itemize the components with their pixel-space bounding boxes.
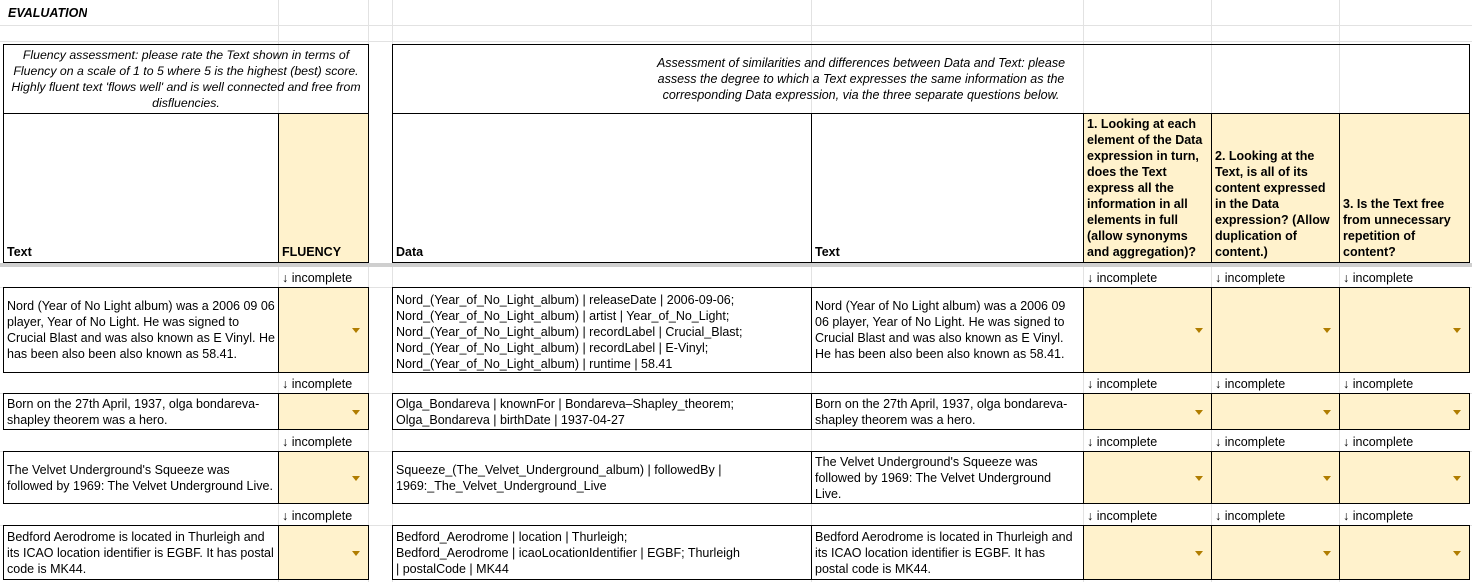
dropdown-caret-icon xyxy=(1323,410,1331,415)
header-question-1: 1. Looking at each element of the Data expression in turn, does the Text express all the information in all elements in full (allow synonyms and aggregation)? xyxy=(1083,113,1212,263)
status-fluency-row4: ↓ incomplete xyxy=(282,509,353,523)
row4-q1-dropdown[interactable] xyxy=(1083,525,1212,580)
status-q1-row3: ↓ incomplete xyxy=(1087,435,1158,449)
row1-q3-dropdown[interactable] xyxy=(1339,287,1470,373)
fluency-instructions: Fluency assessment: please rate the Text shown in terms of Fluency on a scale of 1 to 5 where 5 is the highest (best) score. Highly fluent text 'flows well' and is well connected and free from disfluencies. xyxy=(3,44,369,114)
status-q3-row4: ↓ incomplete xyxy=(1343,509,1414,523)
status-q1-row4: ↓ incomplete xyxy=(1087,509,1158,523)
gridline xyxy=(0,25,1472,26)
row1-text-2: Nord (Year of No Light album) was a 2006 09 06 player, Year of No Light. He was signed to Crucial Blast and was also known as E Vinyl. He has been also been also known as 58.41. xyxy=(811,287,1084,373)
row1-q1-dropdown[interactable] xyxy=(1083,287,1212,373)
row4-text: Bedford Aerodrome is located in Thurleigh and its ICAO location identifier is EGBF. It has postal code is MK44. xyxy=(3,525,279,580)
dropdown-caret-icon xyxy=(1195,328,1203,333)
row2-data: Olga_Bondareva | knownFor | Bondareva–Shapley_theorem; Olga_Bondareva | birthDate | 1937-04-27 xyxy=(392,393,812,430)
header-text-2: Text xyxy=(811,113,1084,263)
status-q3-row3: ↓ incomplete xyxy=(1343,435,1414,449)
dropdown-caret-icon xyxy=(1195,551,1203,556)
row1-fluency-dropdown[interactable] xyxy=(278,287,369,373)
dropdown-caret-icon xyxy=(1453,328,1461,333)
row2-q3-dropdown[interactable] xyxy=(1339,393,1470,430)
row4-fluency-dropdown[interactable] xyxy=(278,525,369,580)
row2-text-2: Born on the 27th April, 1937, olga bondareva-shapley theorem was a hero. xyxy=(811,393,1084,430)
row4-q3-dropdown[interactable] xyxy=(1339,525,1470,580)
status-q2-row2: ↓ incomplete xyxy=(1215,377,1286,391)
status-fluency-row3: ↓ incomplete xyxy=(282,435,353,449)
frozen-row-divider xyxy=(0,263,1472,267)
row3-text-2: The Velvet Underground's Squeeze was followed by 1969: The Velvet Underground Live. xyxy=(811,451,1084,504)
dropdown-caret-icon xyxy=(352,476,360,481)
row1-data: Nord_(Year_of_No_Light_album) | releaseDate | 2006-09-06; Nord_(Year_of_No_Light_album) | artist | Year_of_No_Light; Nord_(Year_of_No_Light_album) | recordLabel | Crucial_Blast; Nord_(Year_of_No_Light_album) | recordLabel | E-Vinyl; Nord_(Year_of_No_Light_album) | runtime | 58.41 xyxy=(392,287,812,373)
row4-text-2: Bedford Aerodrome is located in Thurleigh and its ICAO location identifier is EGBF. It has postal code is MK44. xyxy=(811,525,1084,580)
status-q2-row4: ↓ incomplete xyxy=(1215,509,1286,523)
header-question-2: 2. Looking at the Text, is all of its content expressed in the Data expression? (Allow duplication of content.) xyxy=(1211,113,1340,263)
dropdown-caret-icon xyxy=(1323,551,1331,556)
dropdown-caret-icon xyxy=(1453,551,1461,556)
row2-q2-dropdown[interactable] xyxy=(1211,393,1340,430)
status-fluency-row2: ↓ incomplete xyxy=(282,377,353,391)
status-fluency-row1: ↓ incomplete xyxy=(282,271,353,285)
row4-data: Bedford_Aerodrome | location | Thurleigh; Bedford_Aerodrome | icaoLocationIdentifier | EGBF; Thurleigh | postalCode | MK44 xyxy=(392,525,812,580)
header-data: Data xyxy=(392,113,812,263)
row3-q1-dropdown[interactable] xyxy=(1083,451,1212,504)
status-q2-row1: ↓ incomplete xyxy=(1215,271,1286,285)
dropdown-caret-icon xyxy=(352,551,360,556)
dropdown-caret-icon xyxy=(1453,476,1461,481)
dropdown-caret-icon xyxy=(1323,328,1331,333)
dropdown-caret-icon xyxy=(1195,410,1203,415)
dropdown-caret-icon xyxy=(1195,476,1203,481)
row2-q1-dropdown[interactable] xyxy=(1083,393,1212,430)
status-q3-row1: ↓ incomplete xyxy=(1343,271,1414,285)
assessment-instructions: Assessment of similarities and differences between Data and Text: please assess the degree to which a Text expresses the same information as the corresponding Data expression, via the three separate questions below. xyxy=(392,44,1470,114)
status-q2-row3: ↓ incomplete xyxy=(1215,435,1286,449)
sheet-title: EVALUATION xyxy=(8,6,88,20)
row3-data: Squeeze_(The_Velvet_Underground_album) | followedBy | 1969:_The_Velvet_Underground_Live xyxy=(392,451,812,504)
dropdown-caret-icon xyxy=(352,328,360,333)
row4-q2-dropdown[interactable] xyxy=(1211,525,1340,580)
header-text: Text xyxy=(3,113,279,263)
row1-q2-dropdown[interactable] xyxy=(1211,287,1340,373)
row2-text: Born on the 27th April, 1937, olga bondareva-shapley theorem was a hero. xyxy=(3,393,279,430)
row3-q2-dropdown[interactable] xyxy=(1211,451,1340,504)
row3-q3-dropdown[interactable] xyxy=(1339,451,1470,504)
gridline xyxy=(0,41,1472,42)
header-fluency: FLUENCY xyxy=(278,113,369,263)
status-q1-row2: ↓ incomplete xyxy=(1087,377,1158,391)
dropdown-caret-icon xyxy=(1453,410,1461,415)
dropdown-caret-icon xyxy=(352,410,360,415)
row3-fluency-dropdown[interactable] xyxy=(278,451,369,504)
row3-text: The Velvet Underground's Squeeze was followed by 1969: The Velvet Underground Live. xyxy=(3,451,279,504)
row1-text: Nord (Year of No Light album) was a 2006 09 06 player, Year of No Light. He was signed to Crucial Blast and was also known as E Vinyl. He has been also been also known as 58.41. xyxy=(3,287,279,373)
header-question-3: 3. Is the Text free from unnecessary repetition of content? xyxy=(1339,113,1470,263)
row2-fluency-dropdown[interactable] xyxy=(278,393,369,430)
status-q1-row1: ↓ incomplete xyxy=(1087,271,1158,285)
status-q3-row2: ↓ incomplete xyxy=(1343,377,1414,391)
dropdown-caret-icon xyxy=(1323,476,1331,481)
